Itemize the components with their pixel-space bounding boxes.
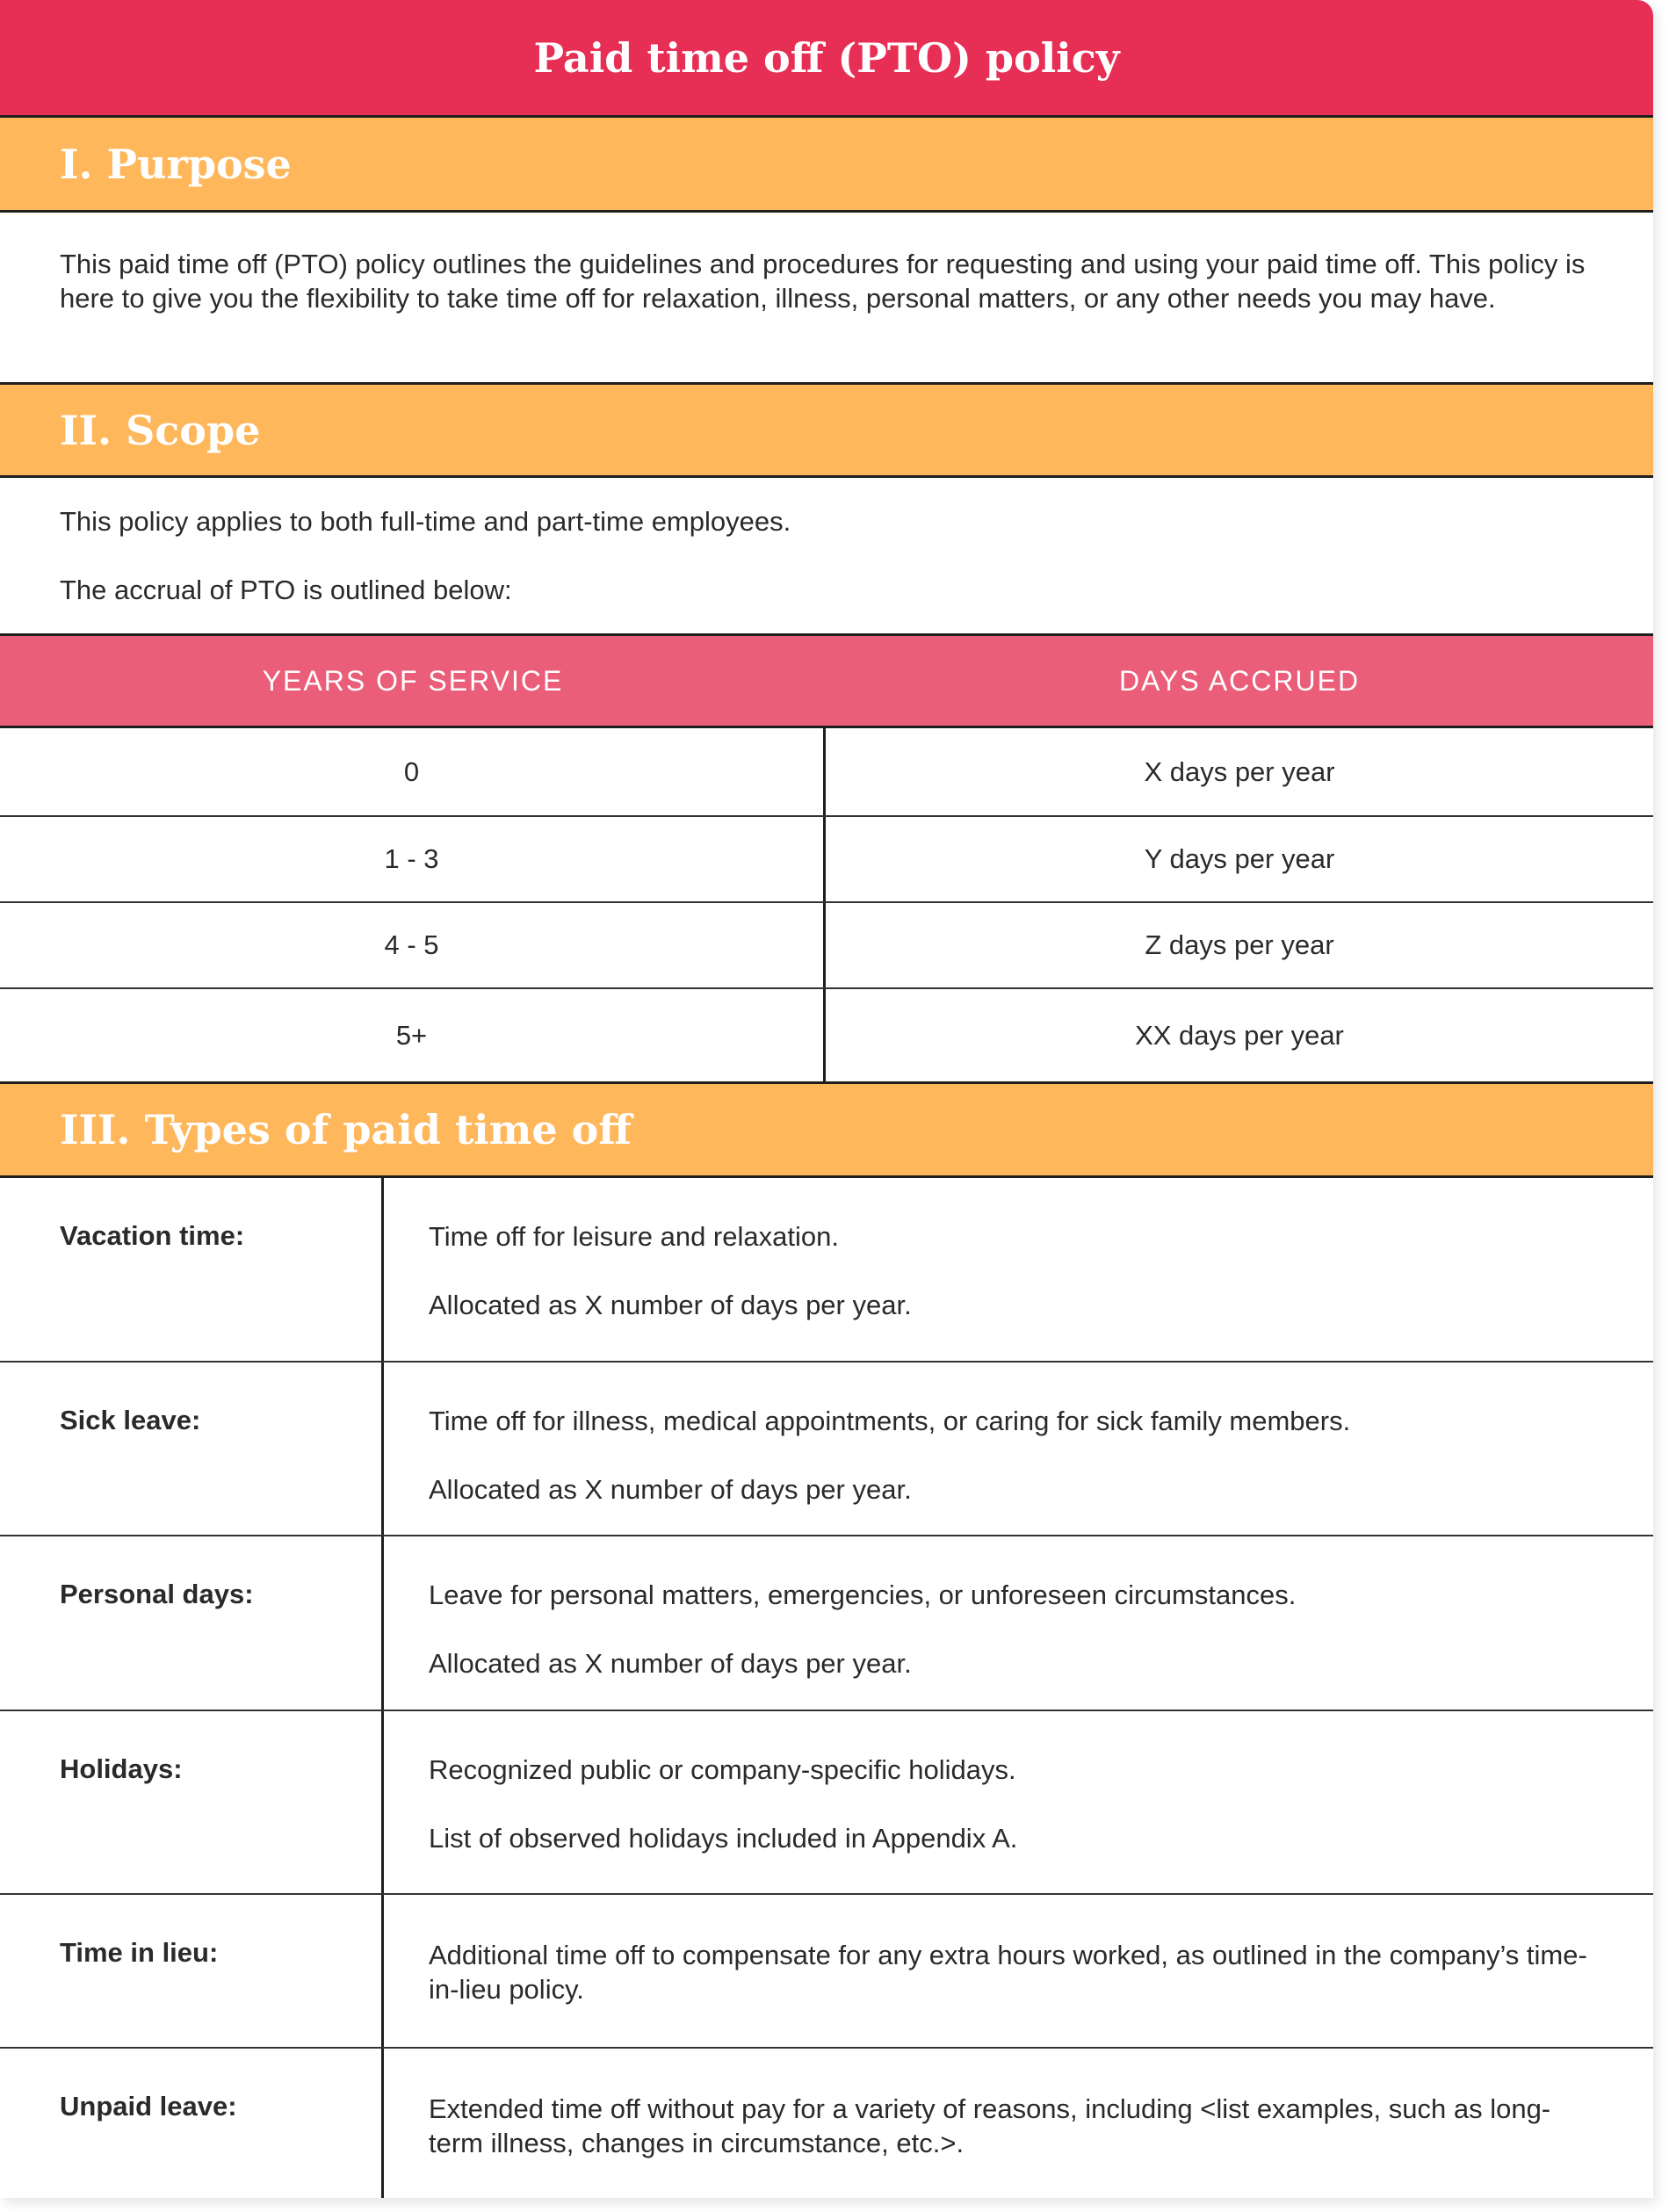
type-row-time-in-lieu: [0, 1895, 1653, 2049]
types-heading: III. Types of paid time off: [0, 1081, 1653, 1178]
type-description: [384, 1895, 1653, 2047]
type-description-line: Time off for illness, medical appointments, or caring for sick family members.: [429, 1406, 1351, 1436]
type-label: Holidays:: [0, 1711, 384, 1893]
type-label: Sick leave:: [0, 1363, 384, 1535]
type-row-holidays: [0, 1711, 1653, 1895]
header-years-of-service: YEARS OF SERVICE: [262, 664, 564, 697]
years-cell: 1 - 3: [0, 817, 826, 901]
header-days-accrued: DAYS ACCRUED: [1118, 664, 1361, 697]
table-row: [0, 817, 1653, 903]
type-description-line: Time off for leisure and relaxation.: [429, 1221, 839, 1252]
scope-line-applies: This policy applies to both full-time and part-time employees.: [60, 506, 791, 537]
type-allocation-line: Allocated as X number of days per year.: [429, 1474, 912, 1505]
years-cell: 5+: [0, 989, 826, 1081]
table-row: [0, 728, 1653, 817]
type-description: [384, 1178, 1653, 1361]
purpose-heading: I. Purpose: [0, 118, 1653, 213]
type-allocation-line: Allocated as X number of days per year.: [429, 1648, 912, 1679]
type-description-line: Additional time off to compensate for any extra hours worked, as outlined in the company’s time-in-lieu policy.: [429, 1940, 1587, 2005]
type-row-vacation: [0, 1178, 1653, 1363]
type-description-line: Recognized public or company-specific holidays.: [429, 1754, 1016, 1785]
accrual-table-header: [0, 633, 1653, 728]
years-cell: 4 - 5: [0, 903, 826, 987]
table-row: [0, 989, 1653, 1081]
type-description-line: Leave for personal matters, emergencies, or unforeseen circumstances.: [429, 1579, 1297, 1610]
type-label: Time in lieu:: [0, 1895, 384, 2047]
type-allocation-line: List of observed holidays included in Appendix A.: [429, 1823, 1018, 1854]
type-allocation-line: Allocated as X number of days per year.: [429, 1290, 912, 1320]
table-row: [0, 903, 1653, 989]
days-cell: XX days per year: [1135, 1019, 1344, 1051]
days-cell: Z days per year: [1145, 929, 1334, 960]
document-title: Paid time off (PTO) policy: [0, 0, 1653, 118]
days-cell: Y days per year: [1144, 843, 1335, 874]
type-description-line: Extended time off without pay for a variety of reasons, including <list examples, such as long-term illness, changes in circumstance, etc.>.: [429, 2093, 1551, 2158]
type-label: Personal days:: [0, 1536, 384, 1710]
scope-heading: II. Scope: [0, 382, 1653, 478]
type-row-unpaid-leave: [0, 2049, 1653, 2198]
type-label: Vacation time:: [0, 1178, 384, 1361]
type-row-sick-leave: [0, 1363, 1653, 1536]
scope-body: [0, 478, 1653, 633]
type-description: [384, 1363, 1653, 1535]
days-cell: X days per year: [1144, 755, 1335, 787]
type-description: [384, 1536, 1653, 1710]
scope-line-accrual: The accrual of PTO is outlined below:: [60, 575, 512, 605]
type-description: [384, 1711, 1653, 1893]
years-cell: 0: [0, 728, 826, 815]
type-description: [384, 2049, 1653, 2198]
type-label: Unpaid leave:: [0, 2049, 384, 2198]
types-table: [0, 1178, 1653, 2198]
type-row-personal-days: [0, 1536, 1653, 1711]
purpose-text: This paid time off (PTO) policy outlines the guidelines and procedures for requesting and using your paid time off. This policy is here to give you the flexibility to take time off for relaxation, illness, personal matters, or any other needs you may have.: [60, 249, 1586, 314]
